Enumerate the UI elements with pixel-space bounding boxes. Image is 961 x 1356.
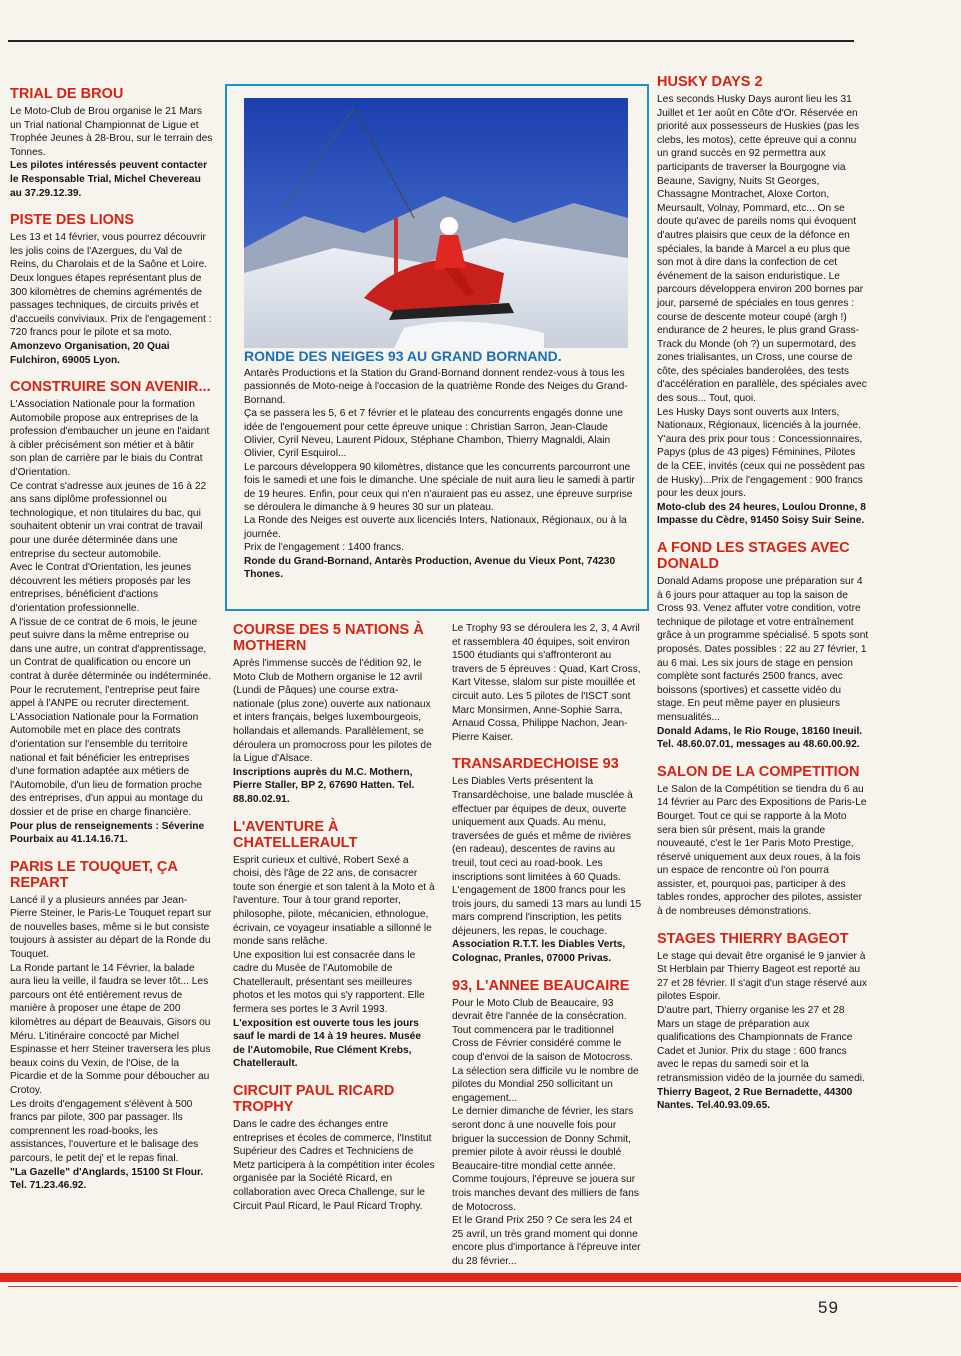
article-contact: Moto-club des 24 heures, Loulou Dronne, 8 Impasse du Cèdre, 91450 Soisy Suir Seine.	[657, 501, 866, 527]
bottom-rule	[8, 1286, 958, 1287]
article-trophy-continued	[452, 622, 642, 744]
article-piste-des-lions	[10, 212, 213, 367]
bottom-red-bar	[0, 1273, 961, 1282]
article-paragraph: Donald Adams propose une préparation sur 4 à 6 jours pour attaquer au top la saison de Cross 93. Venez affuter votre condition, votre technique de pilotage et votre entraînement grâce à un programme spécialisé. 5 spots sont proposés. Dates possibles : 22 au 27 février, 1 au 6 mai. Les six jours de stage en pension complète sont facturés 2500 francs, avec boissons (sportives) et cassette vidéo du stage. En peut même payer en plusieurs mensualités...	[657, 576, 869, 723]
article-husky-days	[657, 74, 869, 528]
featured-article-text	[244, 348, 636, 582]
article-paragraph: Et le Grand Prix 250 ? Ce sera les 24 et 25 avril, un très grand moment qui donne encore plus d'importance à l'épreuve inter du 28 février...	[452, 1215, 641, 1267]
article-contact: Thierry Bageot, 2 Rue Bernadette, 44300 Nantes. Tel.40.93.09.65.	[657, 1086, 853, 1112]
article-transardechoise	[452, 756, 642, 965]
article-contact: "La Gazelle" d'Anglards, 15100 St Flour. Tel. 71.23.46.92.	[10, 1166, 204, 1192]
article-title: A FOND LES STAGES AVEC DONALD	[657, 540, 850, 572]
article-contact: Inscriptions auprès du M.C. Mothern, Pierre Staller, BP 2, 67690 Hatten. Tel. 88.80.02.91.	[233, 766, 415, 805]
article-paragraph: L'Association Nationale pour la Formation Automobile met en place des contrats d'orientation sur l'ensemble du territoire national et fait bénéficier les entreprises d'une formation adaptée aux métiers de l'Automobile, d'un lieu de formation proche des entreprises, d'un appui au montage du dossier et de prise en charge financière.	[10, 711, 203, 818]
article-paragraph: Les Husky Days sont ouverts aux Inters, Nationaux, Régionaux, licenciés à la journée. Y'aura des prix pour tous : Concessionnaires, Papys (plus de 43 piges) Féminines, Pilotes de la CEE, invités (ceux qui ne possèdent pas de Husky)...Prix de l'engagement : 900 francs pour les deux jours.	[657, 406, 865, 500]
article-paragraph: Les 13 et 14 février, vous pourrez découvrir les jolis coins de l'Azergues, du Val de Reins, du Charolais et de la Saône et Loire. Deux longues étapes représentant plus de 300 kilomètres de chemins agrémentés de passages techniques, de circuits privés et d'accueils conviviaux. Prix de l'engagement : 720 francs pour le pilote et sa moto.	[10, 232, 212, 339]
article-paragraph: Après l'immense succès de l'édition 92, le Moto Club de Mothern organise le 12 avril (Lundi de Pâques) une course extra-nationale (plus zone) ouverte aux nationaux et inters français, belges luxembourgeois, hollandais et allemands. Parallèlement, se déroulera un promocross pour les pilotes de la Ligue d'Alsace.	[233, 658, 432, 765]
article-paragraph: Une exposition lui est consacrée dans le cadre du Musée de l'Automobile de Chatellerault, présentant ses meilleures photos et les motos qui s'y rapportent. Elle fermera ses portes le 3 Avril 1993.	[233, 949, 425, 1016]
article-contact: L'exposition est ouverte tous les jours sauf le mardi de 14 à 19 heures. Musée de l'Automobile, Rue Clément Krebs, Chatellerault.	[233, 1017, 421, 1070]
snowmobile-photo-image	[244, 98, 628, 348]
article-contact: Amonzevo Organisation, 20 Quai Fulchiron, 69005 Lyon.	[10, 340, 170, 366]
article-paragraph: L'Association Nationale pour la formation Automobile propose aux entreprises de la profession d'embaucher un jeune en l'aidant à cibler précisément son métier et à bâtir son plan de carrière par le biais du Contrat d'Orientation.	[10, 399, 210, 479]
article-circuit-paul-ricard	[233, 1083, 435, 1213]
article-paragraph: Antarès Productions et la Station du Grand-Bornand donnent rendez-vous à tous les passionnés de Moto-neige à l'occasion de la quatrième Ronde des Neiges du Grand-Bornand.	[244, 368, 628, 406]
article-construire-son-avenir	[10, 379, 213, 847]
article-paragraph: Les Diables Verts présentent la Transardèchoise, une balade musclée à effectuer par équipes de deux, ouverte uniquement aux Quads. Au menu, traversées de gués et même de rivières (en radeau), descentes de ravins au treuil, tout ceci au road-book. Les inscriptions sont limitées à 60 Quads.	[452, 776, 633, 883]
article-paragraph: Prix de l'engagement : 1400 francs.	[244, 542, 404, 554]
article-contact: Pour plus de renseignements : Séverine Pourbaix au 41.14.16.71.	[10, 820, 205, 846]
article-title: PARIS LE TOUQUET, ÇA REPART	[10, 858, 178, 891]
column-1	[10, 86, 213, 1205]
article-title: PISTE DES LIONS	[10, 212, 135, 229]
article-title: TRIAL DE BROU	[10, 86, 124, 102]
article-paragraph: Ce contrat s'adresse aux jeunes de 16 à 22 ans sans diplôme professionnel ou technologique, et non titulaires du bac, qui souhaitent obtenir un vrai contrat de travail pour une durée déterminée dans une entreprise du secteur automobile.	[10, 480, 207, 560]
article-title: TRANSARDECHOISE 93	[452, 756, 619, 773]
article-stages-donald	[657, 540, 869, 752]
article-title: L'AVENTURE À CHATELLERAULT	[233, 818, 358, 851]
article-paragraph: Le dernier dimanche de février, les stars seront donc à une nouvelle fois pour briguer la succession de Donny Schmit, premier pilote à avoir réussi le doublé Beaucaire-titre mondial cette année. Comme toujours, l'épreuve se jouera sur trois manches devant des milliers de fans de Motocross.	[452, 1106, 639, 1213]
article-stages-bageot	[657, 931, 869, 1113]
article-paragraph: Dans le cadre des échanges entre entreprises et écoles de commerce, l'Institut Supérieur des Cadres et Techniciens de Metz participera à la compétition inter écoles organisée par la Société Ricard, en collaboration avec Oreca Challenge, sur le Circuit Paul Ricard, le Paul Ricard Trophy.	[233, 1119, 435, 1212]
article-paragraph: A l'issue de ce contrat de 6 mois, le jeune peut suivre dans la même entreprise ou dans une autre, un contrat d'apprentissage, un Contrat de qualification ou encore un contrat à durée déterminée ou indéterminée. Pour le recrutement, l'entreprise peut faire appel à l'ANPE ou recruter directement.	[10, 616, 212, 710]
top-rule	[8, 40, 854, 42]
article-title: HUSKY DAYS 2	[657, 74, 763, 90]
article-title: CONSTRUIRE SON AVENIR...	[10, 379, 211, 396]
featured-article-title: RONDE DES NEIGES 93 AU GRAND BORNAND.	[244, 348, 562, 364]
article-contact: Ronde du Grand-Bornand, Antarès Production, Avenue du Vieux Pont, 74230 Thones.	[244, 555, 616, 581]
article-paragraph: L'engagement de 1800 francs pour les trois jours, du samedi 13 mars au lundi 15 mars comprend l'inscription, les petits déjeuners, les repas, le couchage.	[452, 885, 642, 937]
article-title: COURSE DES 5 NATIONS À MOTHERN	[233, 622, 424, 654]
article-paragraph: Le parcours développera 90 kilomètres, distance que les concurrents parcourront une fois le samedi et une fois le dimanche. Une spéciale de nuit aura lieu le samedi à partir de 19 heures. Enfin, pour ceux qui n'en n'auraient pas eu assez, une épreuve surprise se déroulera le dimanche à 9 heures 30 sur un plateau.	[244, 461, 635, 514]
article-title: CIRCUIT PAUL RICARD TROPHY	[233, 1083, 395, 1116]
article-title: 93, L'ANNEE BEAUCAIRE	[452, 977, 630, 994]
column-5	[657, 74, 869, 1125]
article-contact: Les pilotes intéressés peuvent contacter le Responsable Trial, Michel Chevereau au 37.29.12.39.	[10, 160, 208, 199]
article-trial-de-brou	[10, 86, 213, 200]
article-paragraph: Le Salon de la Compétition se tiendra du 6 au 14 février au Parc des Expositions de Paris-Le Bourget. Tout ce qui se rapporte à la Moto sera bien sûr présent, mais la grande nouveauté, c'est le 1er Paris Moto Prestige, réservé uniquement aux deux roues, à la fois un espace de rencontre où l'on pourra assister, et, pourquoi pas, participer à des tables rondes, approcher des pilotes, assister à de nombreuses démonstrations.	[657, 783, 867, 918]
article-title: SALON DE LA COMPETITION	[657, 763, 860, 780]
snowmobile-photo	[244, 98, 628, 348]
article-salon-competition	[657, 764, 869, 919]
article-paragraph: Les seconds Husky Days auront lieu les 31 Juillet et 1er août en Côte d'Or. Réservée en priorité aux possesseurs de Huskies (pas les clebs, les motos), cette épreuve qui a connu un grand succès en 92 permettra aux participants de traverser la Bourgogne via Beaune, Savigny, Nuits St Georges, Chassagne Montrachet, Aloxe Corton, Meursault, Volnay, Pommard, etc... On se doute qu'avec de pareils noms qui évoquent d'autres plaisirs que ceux de la défonce en spéciales, la bande à Marcel a eu plus que son mot à dire dans la confection de cet événement de la saison enduristique. Le parcours développera environ 200 bornes par jour, parsemé de spéciales en tous genres : course de descente moteur coupé (argh !) endurance de 2 heures, le plus grand Grass-Track du Monde (oh ?) un supermotard, des zones trialisantes, un Cross, une course de côte, des spéciales banderolées, des tests d'accélération en parallèle, des spéciales avec des sous... Tout, quoi.	[657, 94, 867, 405]
article-paragraph: La Ronde des Neiges est ouverte aux licenciés Inters, Nationaux, Régionaux, ou à la journée.	[244, 515, 627, 540]
article-aventure-chatellerault	[233, 819, 435, 1072]
article-contact: Association R.T.T. les Diables Verts, Colognac, Pranles, 07000 Privas.	[452, 939, 626, 965]
article-contact: Donald Adams, le Rio Rouge, 18160 Ineuil. Tel. 48.60.07.01, messages au 48.60.00.92.	[657, 725, 863, 751]
article-paragraph: Les droits d'engagement s'élèvent à 500 francs par pilote, 300 par passager. Ils comprennent les road-books, les assistances, l'ouverture et le balisage des parcours, le petit dej' et le repas final.	[10, 1098, 199, 1164]
article-paragraph: Le stage qui devait être organisé le 9 janvier à St Herblain par Thierry Bageot est reporté au 27 et 28 février. Il s'agit d'un stage réservé aux pilotes Espoir.	[657, 950, 868, 1003]
article-course-des-5-nations	[233, 622, 435, 807]
article-paragraph: Ça se passera les 5, 6 et 7 février et le plateau des concurrents engagés donne une idée de l'engouement pour cette épreuve unique : Christian Sarron, Jean-Claude Olivier, Cyril Neveu, Laurent Pidoux, Stéphane Chambon, Thierry Magnaldi, Alain Olivier, Cyril Esquirol...	[244, 408, 623, 460]
article-paragraph: Pour le Moto Club de Beaucaire, 93 devrait être l'année de la consécration. Tout commencera par le traditionnel Cross de Février considéré comme le coup d'envoi de la saison de Motocross. La sélection sera difficile vu le nombre de pilotes du Mondial 250 sollicitant un engagement...	[452, 997, 639, 1104]
article-paragraph: La Ronde partant le 14 Février, la balade aura lieu la veille, il faudra se lever tôt... Les parcours ont été entièrement revus de manière à proposer une étape de 200 kilomètres au départ de Beauvais, Gisors ou Méru. L'itinéraire concocté par Michel Espinasse et herr Steiner traversera les plus beaux coins du Vexin, de l'Oise, de la Picardie et de la Somme pour déboucher au Crotoy.	[10, 962, 211, 1096]
column-4	[452, 622, 642, 1281]
article-paragraph: Lancé il y a plusieurs années par Jean-Pierre Steiner, le Paris-Le Touquet repart sur de nouvelles bases, même si le but consiste toujours à assister au départ de la Ronde du Touquet.	[10, 894, 212, 961]
article-annee-beaucaire	[452, 978, 642, 1269]
article-paragraph: Le Moto-Club de Brou organise le 21 Mars un Trial national Championnat de Ligue et Trophée Jeunes à 28-Brou, sur le terrain des Tonnes.	[10, 106, 213, 158]
article-paris-le-touquet	[10, 859, 213, 1193]
article-paragraph: Esprit curieux et cultivé, Robert Sexé a choisi, dès l'âge de 22 ans, de consacrer toute son énergie et son talent à la Moto et à l'aventure. Tour à tour grand reporter, philosophe, pilote, mécanicien, ethnologue, écrivain, ce voyageur insatiable a sillonné le monde sans relâche.	[233, 854, 435, 948]
featured-article-box	[225, 84, 649, 611]
article-paragraph: D'autre part, Thierry organise les 27 et 28 Mars un stage de préparation aux qualifications des Championnats de France Cadet et Junior. Prix du stage : 600 francs avec le repas du samedi soir et la retransmission vidéo de la journée du samedi.	[657, 1005, 865, 1084]
article-paragraph: Avec le Contrat d'Orientation, les jeunes découvrent les métiers proposés par les entreprises, bénéficient d'actions d'orientation professionnelle.	[10, 562, 192, 614]
article-paragraph: Le Trophy 93 se déroulera les 2, 3, 4 Avril et rassemblera 40 équipes, soit environ 1500 étudiants qui s'affronteront au travers de 5 épreuves : Quad, Kart Cross, Kart Vitesse, slalom sur piste mouillée et circuit auto. Les 5 pilotes de l'ISCT sont Marc Monsirmen, Anne-Sophie Sarra, Arnaud Cossa, Philippe Nachon, Jean-Pierre Kaiser.	[452, 623, 641, 743]
article-title: STAGES THIERRY BAGEOT	[657, 930, 849, 947]
column-3	[233, 622, 435, 1225]
page-number: 59	[818, 1298, 839, 1317]
